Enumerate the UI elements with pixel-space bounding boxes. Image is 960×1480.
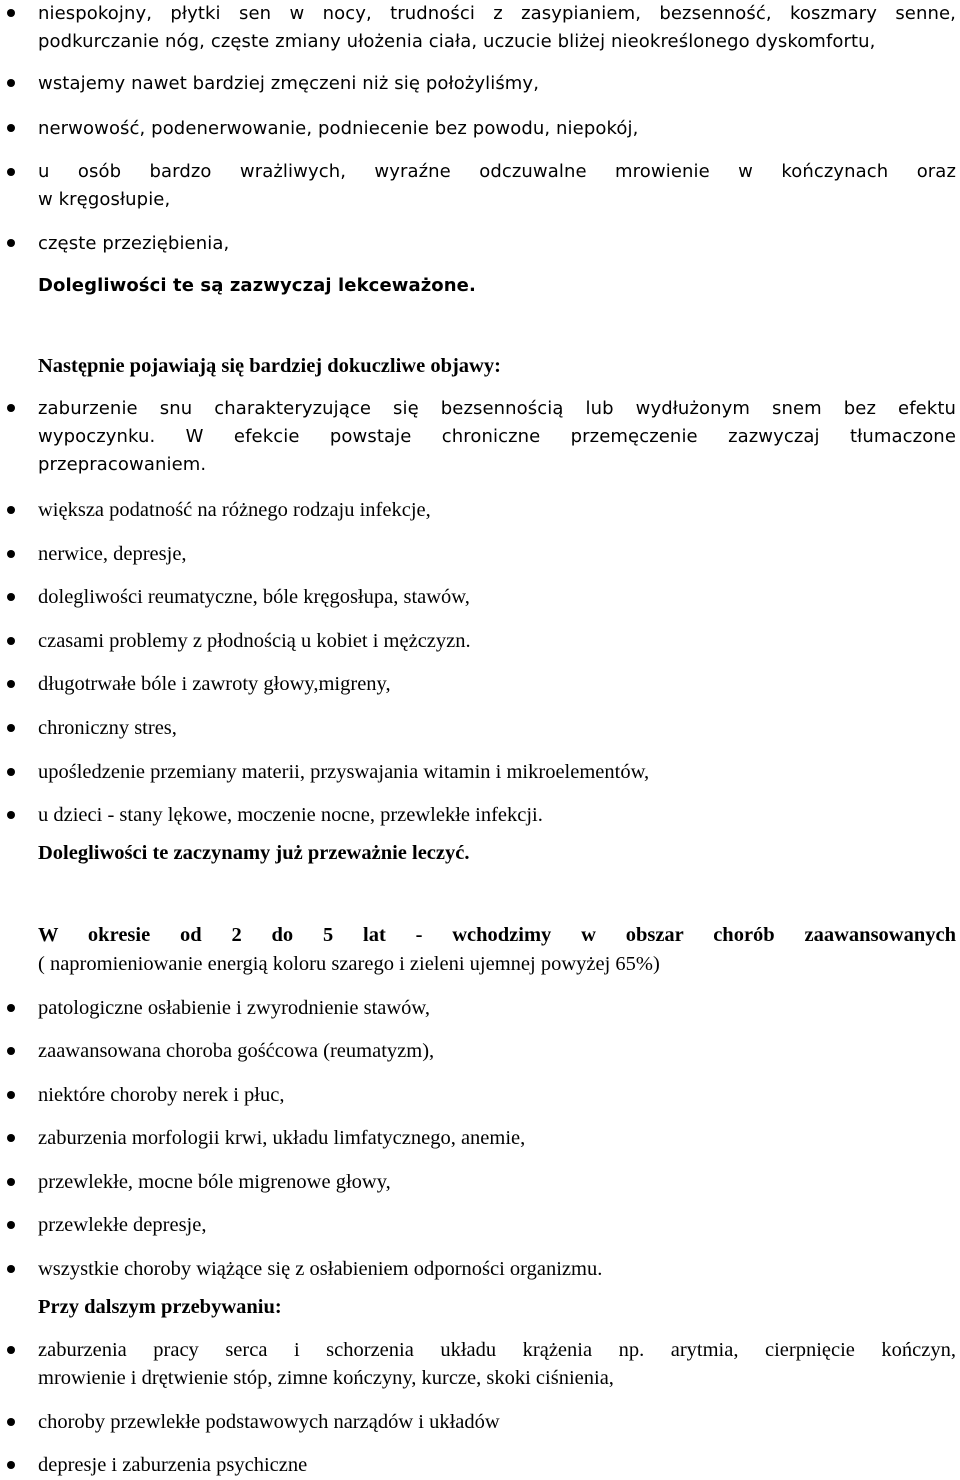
section-closing-note: Dolegliwości te są zazwyczaj lekceważone. — [38, 275, 476, 296]
list-item-line: zaburzenia morfologii krwi, układu limfatycznego, anemie, — [38, 1127, 526, 1149]
list-item-line: zaawansowana choroba gośćcowa (reumatyzm), — [38, 1040, 435, 1062]
bullet — [7, 550, 15, 558]
list-item-line: wstajemy nawet bardziej zmęczeni niż się położyliśmy, — [38, 73, 540, 94]
list-item-line: u osób bardzo wrażliwych, wyraźne odczuwalne mrowienie w kończynach oraz — [38, 161, 956, 182]
bullet — [7, 811, 15, 819]
bullet — [7, 1418, 15, 1426]
list-item-line: większa podatność na różnego rodzaju infekcje, — [38, 499, 431, 521]
list-item-line: długotrwałe bóle i zawroty głowy,migreny, — [38, 673, 391, 695]
section-subheading: ( napromieniowanie energią koloru szarego i zieleni ujemnej powyżej 65%) — [38, 953, 660, 975]
bullet — [7, 1221, 15, 1229]
list-item-line: niektóre choroby nerek i płuc, — [38, 1084, 285, 1106]
list-item-line: niespokojny, płytki sen w nocy, trudności z zasypianiem, bezsenność, koszmary senne, — [38, 3, 956, 24]
bullet — [7, 124, 15, 132]
bullet — [7, 239, 15, 247]
list-item-line: nerwowość, podenerwowanie, podniecenie bez powodu, niepokój, — [38, 118, 639, 139]
bullet — [7, 168, 15, 176]
list-item-line: upośledzenie przemiany materii, przyswajania witamin i mikroelementów, — [38, 761, 650, 783]
list-item-line: chroniczny stres, — [38, 717, 177, 739]
section-heading: W okresie od 2 do 5 lat - wchodzimy w obszar chorób zaawansowanych — [38, 924, 956, 946]
bullet — [7, 680, 15, 688]
bullet — [7, 79, 15, 87]
bullet — [7, 1178, 15, 1186]
bullet — [7, 1265, 15, 1273]
list-item-line: u dzieci - stany lękowe, moczenie nocne, przewlekłe infekcji. — [38, 804, 543, 826]
section-heading: Następnie pojawiają się bardziej dokuczliwe objawy: — [38, 355, 501, 377]
bullet — [7, 1346, 15, 1354]
list-item-line: podkurczanie nóg, częste zmiany ułożenia ciała, uczucie bliżej nieokreślonego dyskomfortu, — [38, 31, 876, 52]
list-item-line: zaburzenie snu charakteryzujące się bezsennością lub wydłużonym snem bez efektu — [38, 398, 956, 419]
list-item-line: przewlekłe depresje, — [38, 1214, 207, 1236]
section-closing-note: Dolegliwości te zaczynamy już przeważnie leczyć. — [38, 842, 470, 864]
list-item-line: wszystkie choroby wiążące się z osłabieniem odporności organizmu. — [38, 1258, 603, 1280]
bullet — [7, 1047, 15, 1055]
list-item-line: przewlekłe, mocne bóle migrenowe głowy, — [38, 1171, 391, 1193]
bullet — [7, 1134, 15, 1142]
bullet — [7, 9, 15, 17]
list-item-line: wypoczynku. W efekcie powstaje chroniczne przemęczenie zazwyczaj tłumaczone — [38, 426, 956, 447]
bullet — [7, 637, 15, 645]
list-item-line: depresje i zaburzenia psychiczne — [38, 1454, 308, 1476]
bullet — [7, 768, 15, 776]
bullet — [7, 506, 15, 514]
list-item-line: częste przeziębienia, — [38, 233, 230, 254]
list-item-line: w kręgosłupie, — [38, 189, 171, 210]
list-item-line: choroby przewlekłe podstawowych narządów i układów — [38, 1411, 500, 1433]
bullet — [7, 593, 15, 601]
bullet — [7, 1461, 15, 1469]
bullet — [7, 404, 15, 412]
bullet — [7, 1091, 15, 1099]
bullet — [7, 724, 15, 732]
list-item-line: patologiczne osłabienie i zwyrodnienie stawów, — [38, 997, 431, 1019]
list-item-line: mrowienie i drętwienie stóp, zimne kończyny, kurcze, skoki ciśnienia, — [38, 1367, 614, 1389]
bullet — [7, 1004, 15, 1012]
section-heading: Przy dalszym przebywaniu: — [38, 1296, 282, 1318]
list-item-line: zaburzenia pracy serca i schorzenia układu krążenia np. arytmia, cierpnięcie kończyn, — [38, 1339, 956, 1361]
list-item-line: czasami problemy z płodnością u kobiet i mężczyzn. — [38, 630, 471, 652]
list-item-line: nerwice, depresje, — [38, 543, 187, 565]
list-item-line: przepracowaniem. — [38, 454, 207, 475]
list-item-line: dolegliwości reumatyczne, bóle kręgosłupa, stawów, — [38, 586, 470, 608]
